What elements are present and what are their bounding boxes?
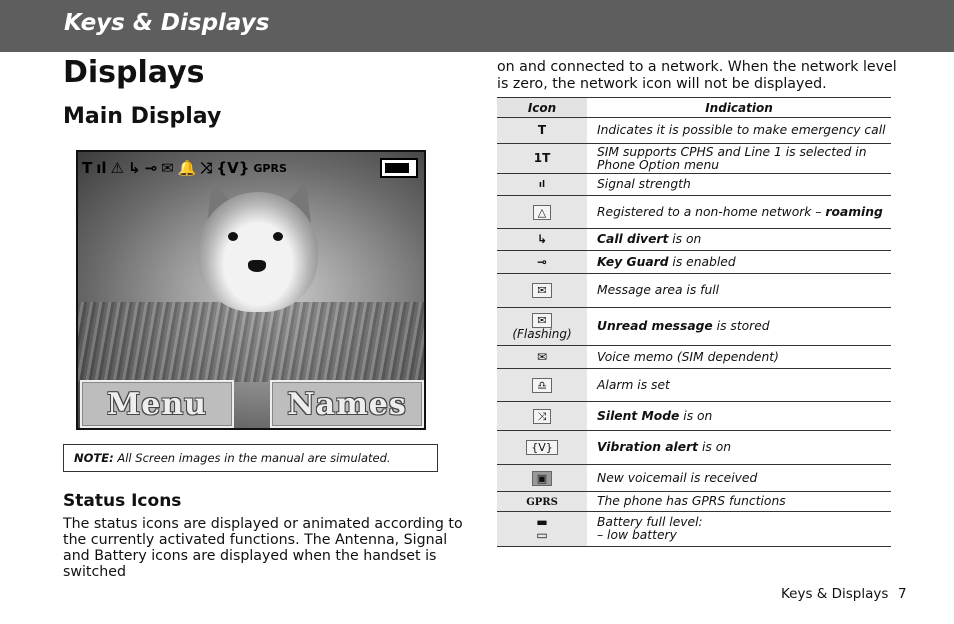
row-bold: roaming xyxy=(825,204,883,219)
table-row xyxy=(497,512,891,547)
status-icons-table xyxy=(497,97,891,547)
note-text: All Screen images in the manual are simulated. xyxy=(113,451,391,465)
table-row xyxy=(497,465,891,492)
page-heading: Displays xyxy=(63,55,205,90)
row-text: Battery full level: xyxy=(597,515,703,529)
message-icon: ✉ xyxy=(161,159,174,177)
silent-mode-icon: ⤨ xyxy=(200,159,213,177)
gprs-icon: GPRS xyxy=(253,161,287,175)
dog-eye-left xyxy=(228,232,238,241)
call-divert-icon: ↳ xyxy=(127,159,141,177)
indication-column-header: Indication xyxy=(587,98,891,118)
row-bold: Key Guard xyxy=(597,254,669,269)
table-row xyxy=(497,431,891,465)
roaming-icon: ⚠ xyxy=(110,159,124,177)
icon-column-header: Icon xyxy=(497,98,587,118)
dog-head xyxy=(198,192,318,312)
row-bold: Unread message xyxy=(597,319,713,333)
battery-full-icon: ▬ xyxy=(536,515,548,529)
vibration-icon: {V} xyxy=(216,159,250,177)
gprs-icon: GPRS xyxy=(526,496,558,508)
table-row xyxy=(497,118,891,144)
table-row xyxy=(497,369,891,402)
row-text: is stored xyxy=(712,319,770,333)
battery-icon xyxy=(380,158,418,178)
row-text-line2: – low battery xyxy=(597,528,677,542)
table-row xyxy=(497,308,891,346)
section-banner xyxy=(0,0,954,52)
row-text: Message area is full xyxy=(597,283,720,297)
unread-message-icon: ✉ xyxy=(532,313,551,328)
softkey-menu[interactable]: Menu xyxy=(80,380,234,428)
table-row xyxy=(497,229,891,251)
roaming-icon: △ xyxy=(533,205,551,220)
table-row xyxy=(497,402,891,431)
page-number: 7 xyxy=(898,586,907,602)
signal-icon: ıl xyxy=(538,180,546,190)
antenna-icon: T xyxy=(537,123,547,137)
table-row xyxy=(497,196,891,229)
row-text: Signal strength xyxy=(597,177,691,191)
status-icons-paragraph: The status icons are displayed or animated according to the currently activated functions. The Antenna, Signal and Battery icons are displayed when the handset is switched xyxy=(63,516,463,580)
table-row xyxy=(497,346,891,369)
status-icons-heading: Status Icons xyxy=(63,491,182,511)
continued-paragraph: on and connected to a network. When the network level is zero, the network icon will not be displayed. xyxy=(497,59,897,92)
silent-mode-icon: ⤨ xyxy=(533,409,552,424)
key-guard-icon: ⊸ xyxy=(536,254,548,269)
alarm-icon: 🔔 xyxy=(177,159,197,177)
message-full-icon: ✉ xyxy=(532,283,551,298)
note-box xyxy=(63,444,438,472)
main-display-heading: Main Display xyxy=(63,104,222,129)
row-text: is on xyxy=(668,232,702,246)
row-text: Indicates it is possible to make emergency call xyxy=(597,123,886,137)
table-row xyxy=(497,492,891,512)
row-text: SIM supports CPHS and Line 1 is selected in Phone Option menu xyxy=(597,144,867,172)
section-title: Keys & Displays xyxy=(64,10,270,36)
row-text: The phone has GPRS functions xyxy=(597,494,786,508)
battery-low-icon: ▭ xyxy=(536,528,548,542)
voice-memo-icon: ✉ xyxy=(536,349,548,364)
note-label: NOTE: xyxy=(74,451,114,465)
row-bold: Vibration alert xyxy=(597,440,699,454)
key-guard-icon: ⊸ xyxy=(144,159,158,177)
row-text: New voicemail is received xyxy=(597,470,758,485)
alarm-icon: ♎ xyxy=(532,378,552,393)
phone-status-bar xyxy=(82,156,420,180)
row-bold: Silent Mode xyxy=(597,408,680,423)
row-text: is enabled xyxy=(668,254,736,269)
dog-nose xyxy=(248,260,266,272)
line1-icon: 1T xyxy=(533,151,551,165)
row-text: is on xyxy=(679,408,713,423)
row-text: is on xyxy=(698,440,732,454)
table-row xyxy=(497,174,891,196)
softkey-names[interactable]: Names xyxy=(270,380,424,428)
flashing-label: (Flashing) xyxy=(512,326,572,341)
phone-screen-image xyxy=(76,150,426,430)
call-divert-icon: ↳ xyxy=(536,232,548,246)
voicemail-icon: ▣ xyxy=(532,471,552,486)
table-row xyxy=(497,251,891,274)
row-bold: Call divert xyxy=(597,232,669,246)
table-row xyxy=(497,144,891,174)
row-text: Voice memo (SIM dependent) xyxy=(597,349,779,364)
row-text: Alarm is set xyxy=(597,377,670,392)
row-text: Registered to a non-home network – xyxy=(597,204,826,219)
signal-icon: ıl xyxy=(96,159,107,177)
table-row xyxy=(497,274,891,308)
footer-section: Keys & Displays xyxy=(781,586,889,602)
grass-background xyxy=(78,302,424,382)
antenna-icon: T xyxy=(82,159,93,177)
dog-eye-right xyxy=(273,232,283,241)
vibration-icon: {V} xyxy=(526,440,558,455)
